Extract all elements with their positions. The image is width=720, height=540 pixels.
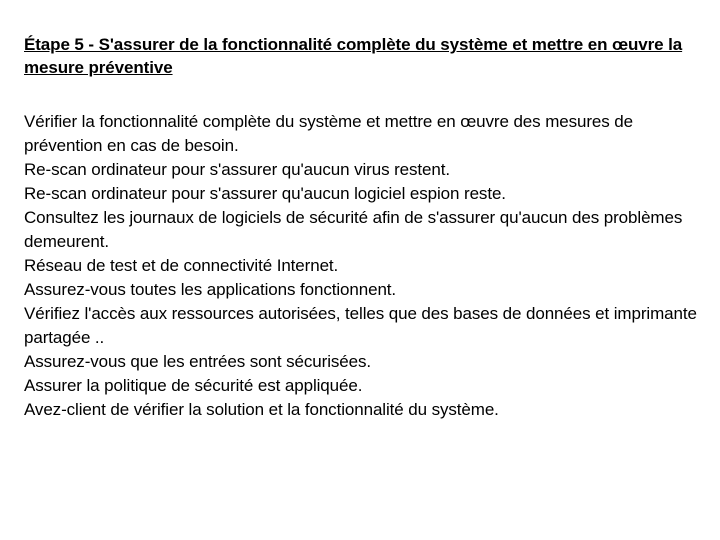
- body-line: Re-scan ordinateur pour s'assurer qu'aucun logiciel espion reste.: [24, 184, 506, 203]
- body-line: Assurez-vous que les entrées sont sécurisées.: [24, 352, 372, 371]
- body-text-list: [24, 110, 714, 422]
- body-line: Réseau de test et de connectivité Internet.: [24, 256, 339, 275]
- body-line: Assurer la politique de sécurité est appliquée.: [24, 376, 363, 395]
- body-line: Re-scan ordinateur pour s'assurer qu'aucun virus restent.: [24, 160, 451, 179]
- body-line: Avez-client de vérifier la solution et la fonctionnalité du système.: [24, 400, 499, 419]
- body-line: Vérifier la fonctionnalité complète du système et mettre en œuvre des mesures de prévention en cas de besoin.: [24, 112, 634, 155]
- body-line: Assurez-vous toutes les applications fonctionnent.: [24, 280, 397, 299]
- body-line: Vérifiez l'accès aux ressources autorisées, telles que des bases de données et imprimante partagée ..: [24, 304, 697, 347]
- slide-title: Étape 5 - S'assurer de la fonctionnalité complète du système et mettre en œuvre la mesure préventive: [24, 35, 683, 77]
- body-line: Consultez les journaux de logiciels de sécurité afin de s'assurer qu'aucun des problèmes demeurent.: [24, 208, 683, 251]
